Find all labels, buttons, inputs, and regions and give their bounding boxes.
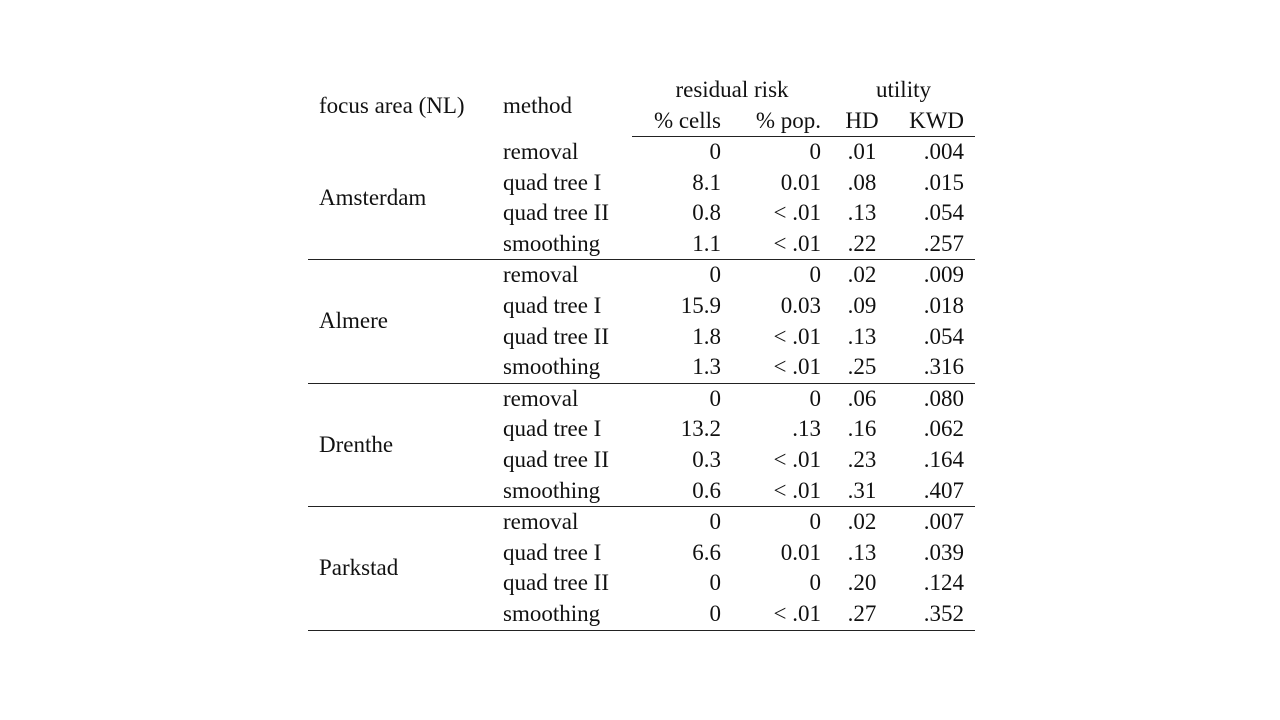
method-cell: smoothing (492, 476, 632, 507)
header-focus-area: focus area (NL) (319, 92, 465, 118)
hd-value: .25 (832, 352, 892, 383)
pop-value: < .01 (732, 352, 832, 383)
cells-value: 0 (632, 599, 732, 630)
header-utility: utility (876, 77, 931, 102)
kwd-value: .018 (923, 292, 965, 318)
cells-value: 0 (709, 139, 721, 164)
hd-value: .22 (832, 229, 892, 260)
pop-value: .13 (792, 416, 821, 442)
method-cell: removal (503, 385, 579, 411)
table-group (308, 260, 975, 383)
pop-value: 0.03 (780, 292, 821, 318)
cells-value: 6.6 (692, 539, 721, 565)
kwd-value: .124 (923, 570, 965, 596)
cells-value: 13.2 (680, 416, 721, 442)
pop-value: 0 (809, 139, 821, 164)
cells-value: 0 (709, 385, 721, 411)
pop-value: < .01 (732, 599, 832, 630)
method-cell: removal (503, 262, 579, 288)
hd-value: .13 (847, 539, 877, 565)
method-cell: quad tree II (503, 323, 609, 349)
kwd-value: .054 (923, 200, 965, 226)
table-group (308, 137, 975, 260)
hd-value: .13 (847, 323, 877, 349)
method-cell: smoothing (492, 599, 632, 630)
cells-value: 0 (709, 262, 721, 288)
hd-value: .27 (832, 599, 892, 630)
pop-value: 0.01 (780, 169, 821, 195)
kwd-value: .004 (923, 139, 965, 164)
hd-value: .23 (847, 446, 877, 472)
kwd-value: .015 (923, 169, 965, 195)
cells-value: 1.1 (632, 229, 732, 260)
table-group (308, 383, 975, 506)
hd-value: .31 (832, 476, 892, 507)
hd-value: .09 (847, 292, 877, 318)
table-row (308, 507, 975, 538)
hd-value: .20 (847, 570, 877, 596)
cells-value: 0 (709, 570, 721, 596)
hd-value: .06 (847, 385, 877, 411)
kwd-value: .062 (923, 416, 965, 442)
header-method: method (503, 92, 572, 118)
results-table (308, 74, 975, 631)
method-cell: quad tree I (503, 169, 602, 195)
table-row (308, 137, 975, 168)
hd-value: .02 (847, 509, 877, 535)
pop-value: 0 (809, 385, 821, 411)
table-group (308, 507, 975, 630)
cells-value: 0.3 (692, 446, 721, 472)
focus-area-cell: Drenthe (308, 383, 492, 506)
cells-value: 8.1 (692, 169, 721, 195)
hd-value: .08 (847, 169, 877, 195)
focus-area-cell: Almere (308, 260, 492, 383)
method-cell: quad tree II (503, 200, 609, 226)
cells-value: 1.3 (632, 352, 732, 383)
kwd-value: .080 (923, 385, 965, 411)
table-row (308, 260, 975, 291)
hd-value: .02 (847, 262, 877, 288)
pop-value: 0 (809, 570, 821, 596)
cells-value: 0.8 (692, 200, 721, 226)
kwd-value: .257 (892, 229, 975, 260)
pop-value: < .01 (773, 323, 821, 349)
hd-value: .01 (847, 139, 877, 164)
kwd-value: .352 (892, 599, 975, 630)
hd-value: .13 (847, 200, 877, 226)
hd-value: .16 (847, 416, 877, 442)
header-pop: % pop. (732, 105, 832, 137)
pop-value: < .01 (732, 229, 832, 260)
method-cell: quad tree I (503, 539, 602, 565)
kwd-value: .407 (892, 476, 975, 507)
table-header (308, 74, 975, 137)
table-row (308, 383, 975, 414)
focus-area-cell: Amsterdam (308, 137, 492, 260)
pop-value: < .01 (773, 200, 821, 226)
pop-value: < .01 (773, 446, 821, 472)
results-table-container (308, 74, 975, 631)
method-cell: quad tree I (503, 292, 602, 318)
pop-value: < .01 (732, 476, 832, 507)
kwd-value: .164 (923, 446, 965, 472)
method-cell: removal (503, 509, 579, 535)
header-residual-risk: residual risk (675, 77, 789, 102)
header-cells: % cells (632, 105, 732, 137)
method-cell: smoothing (492, 229, 632, 260)
method-cell: quad tree II (503, 446, 609, 472)
header-kwd: KWD (892, 105, 975, 137)
method-cell: removal (503, 138, 579, 164)
header-hd: HD (832, 105, 892, 137)
method-cell: smoothing (492, 352, 632, 383)
cells-value: 15.9 (680, 292, 721, 318)
pop-value: 0 (809, 509, 821, 535)
cells-value: 0.6 (632, 476, 732, 507)
kwd-value: .054 (923, 323, 965, 349)
focus-area-cell: Parkstad (308, 507, 492, 630)
kwd-value: .009 (923, 262, 965, 288)
pop-value: 0.01 (780, 539, 821, 565)
kwd-value: .007 (923, 509, 965, 535)
method-cell: quad tree I (503, 416, 602, 442)
kwd-value: .316 (892, 352, 975, 383)
cells-value: 0 (709, 509, 721, 535)
method-cell: quad tree II (503, 570, 609, 596)
kwd-value: .039 (923, 539, 965, 565)
pop-value: 0 (809, 262, 821, 288)
cells-value: 1.8 (692, 323, 721, 349)
